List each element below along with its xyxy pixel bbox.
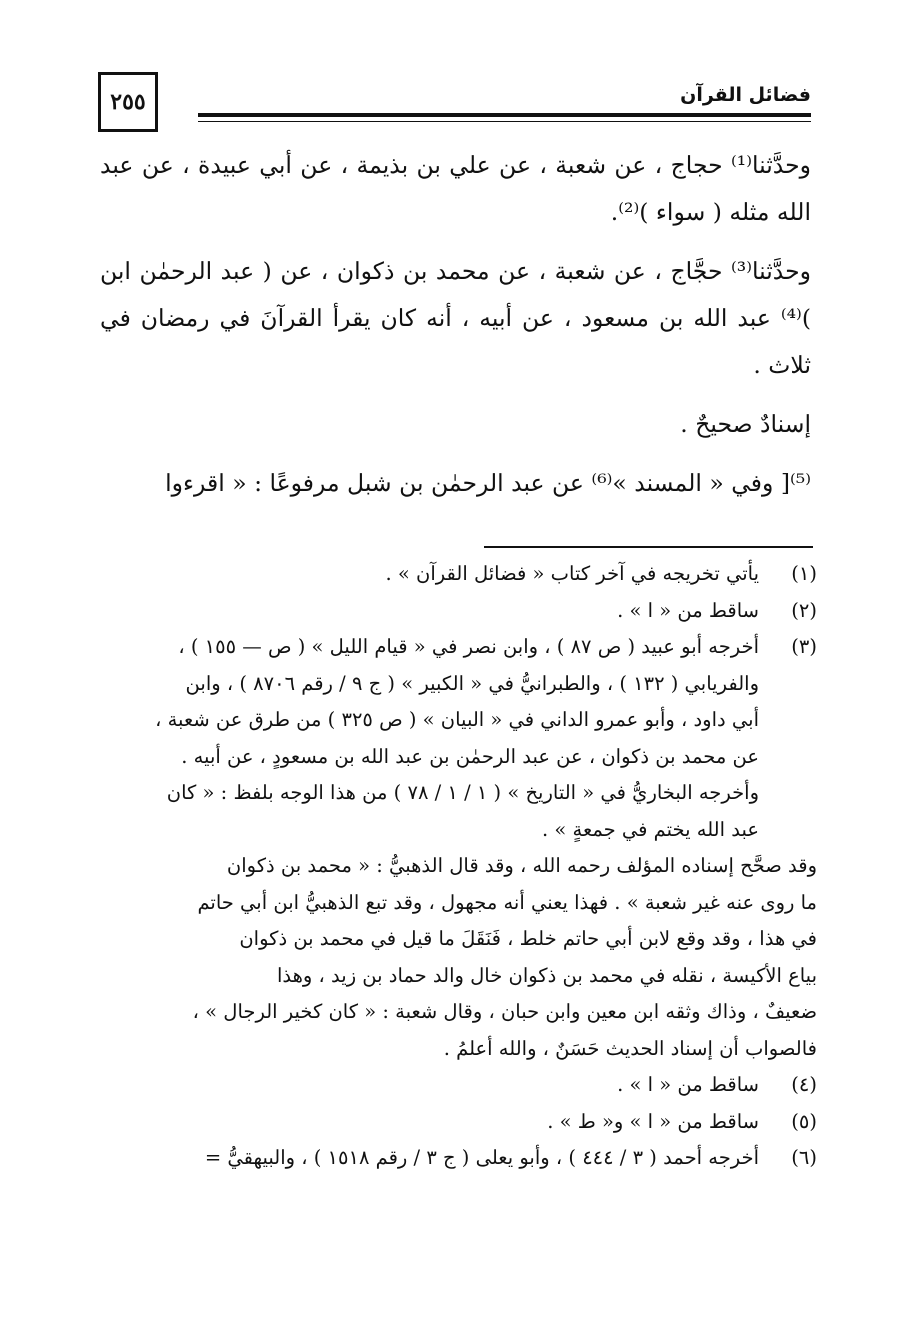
footnote-line: بياع الأكيسة ، نقله في محمد بن ذكوان خال والد حماد بن زيد ، وهذا [276,963,817,987]
header-rule-thin [198,121,811,122]
paragraph-3: إسنادٌ صحيحٌ . [680,410,811,438]
header-rule-thick [198,113,811,117]
footnote-line: فالصواب أن إسناد الحديث حَسَنٌ ، والله أعلمُ . [443,1036,817,1060]
footnote-line: ضعيفٌ ، وذاك وثقه ابن معين وابن حبان ، وقال شعبة : « كان كخير الرجال » ، [192,1000,817,1023]
footnote-4 [100,1067,817,1104]
footnote-number: (٦) [791,1146,817,1169]
page-header [98,72,811,136]
footnote-2 [100,593,817,630]
footnote-3 [100,629,817,848]
footnote-line: يأتي تخريجه في آخر كتاب « فضائل القرآن » . [385,562,759,585]
footnote-5 [100,1104,817,1141]
footnote-line: عن محمد بن ذكوان ، عن عبد الرحمٰن بن عبد الله بن مسعودٍ ، عن أبيه . [181,744,759,768]
footnote-line: ساقط من « ا » . [617,1073,759,1096]
footnote-line: وأخرجه البخاريُّ في « التاريخ » ( ١ / ١ / ٧٨ ) من هذا الوجه بلفظ : « كان [166,781,759,804]
footnote-line: في هذا ، وقد وقع لابن أبي حاتم خلط ، فَنَقَلَ ما قيل في محمد بن ذكوان [239,927,817,950]
footnote-number: (٥) [791,1109,817,1133]
footnote-number: (١) [791,562,817,585]
running-title: فضائل القرآن [680,84,811,106]
footnote-line: وقد صحَّح إسناده المؤلف رحمه الله ، وقد قال الذهبيُّ : « محمد بن ذكوان [226,854,817,877]
footnote-line: أخرجه أبو عبيد ( ص ٨٧ ) ، وابن نصر في « قيام الليل » ( ص — ١٥٥ ) ، [178,635,759,658]
footnote-line: أخرجه أحمد ( ٣ / ٤٤٤ ) ، وأبو يعلى ( ج ٣ / رقم ١٥١٨ ) ، والبيهقيُّ = [204,1146,759,1169]
footnote-line: أبي داود ، وأبو عمرو الداني في « البيان » ( ص ٣٢٥ ) من طرق عن شعبة ، [155,708,759,731]
paragraph-2: وحدَّثنا⁽³⁾ حجَّاج ، عن شعبة ، عن محمد بن ذكوان ، عن ( عبد الرحمٰن ابن )⁽⁴⁾ عبد الله بن مسعود ، عن أبيه ، أنه كان يقرأ القرآنَ في رمضان في ثلاث . [100,257,811,379]
footnote-1 [100,556,817,593]
footnote-number: (٣) [791,635,817,658]
footnote-line: ساقط من « ا » و« ط » . [547,1109,759,1133]
footnote-line: والفريابي ( ١٣٢ ) ، والطبرانيُّ في « الكبير » ( ج ٩ / رقم ٨٧٠٦ ) ، وابن [185,671,759,695]
footnote-6 [100,1140,817,1177]
page-number: ٢٥٥ [98,72,158,132]
footnotes [100,556,817,1177]
footnote-number: (٢) [791,598,817,622]
footnote-separator [484,546,813,548]
footnote-line: عبد الله يختم في جمعةٍ » . [542,817,759,841]
paragraph-4: ⁽⁵⁾[ وفي « المسند »⁽⁶⁾ عن عبد الرحمٰن بن شبل مرفوعًا : « اقرءوا [165,469,811,497]
main-text [100,142,811,507]
footnote-line: ما روى عنه غير شعبة » . فهذا يعني أنه مجهول ، وقد تبع الذهبيُّ ابن أبي حاتم [197,890,817,914]
paragraph-1: وحدَّثنا⁽¹⁾ حجاج ، عن شعبة ، عن علي بن بذيمة ، عن أبي عبيدة ، عن عبد الله مثله ( سواء )⁽²⁾. [100,151,811,226]
footnote-3-commentary [100,848,817,1067]
footnote-line: ساقط من « ا » . [617,598,759,622]
footnote-number: (٤) [791,1073,817,1096]
